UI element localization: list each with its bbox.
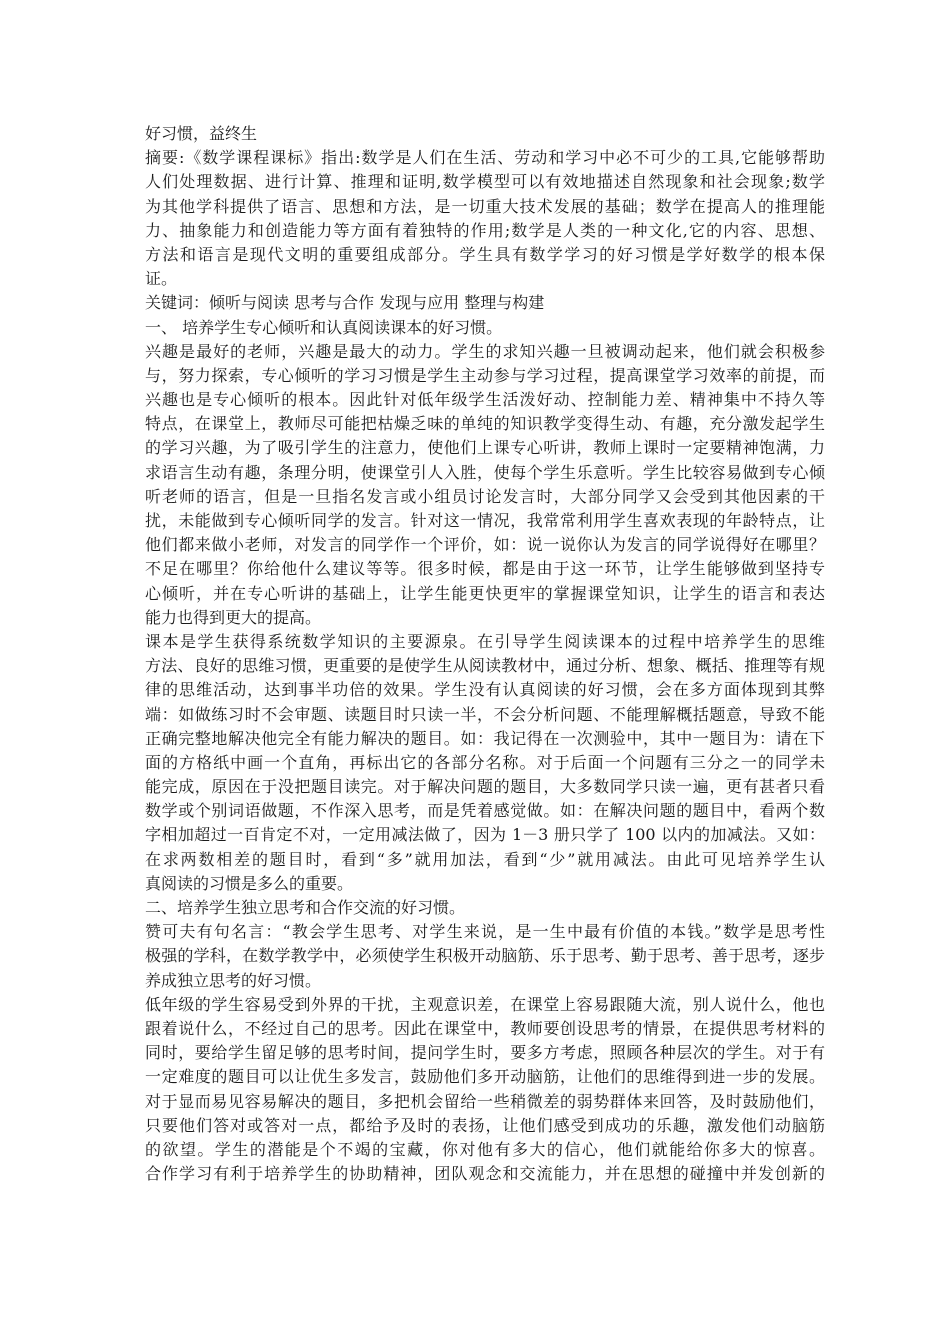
text-line: 能完成，原因在于没把题目读完。对于解决问题的题目，大多数同学只读一遍，更有甚者只看 <box>145 777 825 797</box>
text-line: 不足在哪里？你给他什么建议等等。很多时候，都是由于这一环节，让学生能够做到坚持专 <box>145 559 825 579</box>
text-line: 合作学习有利于培养学生的协助精神，团队观念和交流能力，并在思想的碰撞中并发创新的 <box>145 1164 825 1184</box>
text-line: 养成独立思考的好习惯。 <box>145 970 322 990</box>
text-line: 字相加超过一百肯定不对，一定用减法做了，因为 1－3 册只学了 100 以内的加减法。又如： <box>145 825 825 845</box>
text-line: 赞可夫有句名言：“教会学生思考、对学生来说，是一生中最有价值的本钱。”数学是思考性 <box>145 922 825 942</box>
text-line: 兴趣是最好的老师，兴趣是最大的动力。学生的求知兴趣一旦被调动起来，他们就会积极参 <box>145 341 825 361</box>
text-line: 力、抽象能力和创造能力等方面有着独特的作用;数学是人类的一种文化,它的内容、思想、 <box>145 220 825 240</box>
text-line: 扰，未能做到专心倾听同学的发言。针对这一情况，我常常利用学生喜欢表现的年龄特点，让 <box>145 511 825 530</box>
text-line: 同时，要给学生留足够的思考时间，提问学生时，要多方考虑，照顾各种层次的学生。对于有 <box>145 1043 825 1063</box>
text-line: 低年级的学生容易受到外界的干扰，主观意识差，在课堂上容易跟随大流，别人说什么，他也 <box>145 994 825 1014</box>
text-line: 好习惯，益终生 <box>145 124 258 143</box>
text-line: 求语言生动有趣，条理分明，使课堂引人入胜，使每个学生乐意听。学生比较容易做到专心倾 <box>145 462 825 482</box>
text-line: 人们处理数据、进行计算、推理和证明,数学模型可以有效地描述自然现象和社会现象;数学 <box>145 172 825 192</box>
document-page <box>145 122 825 1186</box>
text-line: 端：如做练习时不会审题、读题目时只读一半，不会分析问题、不能理解概括题意，导致不能 <box>145 704 825 724</box>
text-line: 证。 <box>145 269 178 289</box>
text-line: 摘要:《数学课程课标》指出:数学是人们在生活、劳动和学习中必不可少的工具,它能够帮助 <box>145 148 825 168</box>
text-line: 真阅读的习惯是多么的重要。 <box>145 873 354 893</box>
text-line: 课本是学生获得系统数学知识的主要源泉。在引导学生阅读课本的过程中培养学生的思维 <box>145 631 825 651</box>
text-line: 数学或个别词语做题，不作深入思考，而是凭着感觉做。如：在解决问题的题目中，看两个数 <box>145 801 825 821</box>
text-line: 关键词：倾听与阅读 思考与合作 发现与应用 整理与构建 <box>145 293 545 313</box>
text-line: 极强的学科，在数学教学中，必须使学生积极开动脑筋、乐于思考、勤于思考、善于思考，逐步 <box>145 946 825 966</box>
text-line: 面的方格纸中画一个直角，再标出它的各部分名称。对于后面一个问题有三分之一的同学未 <box>145 752 825 772</box>
text-line: 特点，在课堂上，教师尽可能把枯燥乏味的单纯的知识教学变得生动、有趣，充分激发起学生 <box>145 414 825 434</box>
text-line: 听老师的语言，但是一旦指名发言或小组员讨论发言时，大部分同学又会受到其他因素的干 <box>145 486 825 506</box>
text-line: 一定难度的题目可以让优生多发言，鼓励他们多开动脑筋，让他们的思维得到进一步的发展。 <box>145 1067 825 1087</box>
text-line: 心倾听，并在专心听讲的基础上，让学生能更快更牢的掌握课堂知识，让学生的语言和表达 <box>145 583 825 603</box>
text-line: 为其他学科提供了语言、思想和方法，是一切重大技术发展的基础；数学在提高人的推理能 <box>145 196 825 216</box>
text-line: 对于显而易见容易解决的题目，多把机会留给一些稍微差的弱势群体来回答，及时鼓励他们， <box>145 1091 825 1111</box>
text-line: 跟着说什么，不经过自己的思考。因此在课堂中，教师要创设思考的情景，在提供思考材料的 <box>145 1018 825 1038</box>
text-line: 正确完整地解决他完全有能力解决的题目。如：我记得在一次测验中，其中一题目为：请在下 <box>145 728 825 748</box>
text-line: 的学习兴趣，为了吸引学生的注意力，使他们上课专心听讲，教师上课时一定要精神饱满，力 <box>145 438 825 458</box>
text-line: 他们都来做小老师，对发言的同学作一个评价，如：说一说你认为发言的同学说得好在哪里？ <box>145 535 825 555</box>
text-line: 二、培养学生独立思考和合作交流的好习惯。 <box>145 898 466 917</box>
text-line: 方法和语言是现代文明的重要组成部分。学生具有数学学习的好习惯是学好数学的根本保 <box>145 244 825 264</box>
text-line: 能力也得到更大的提高。 <box>145 607 322 627</box>
text-line: 兴趣也是专心倾听的根本。因此针对低年级学生活泼好动、控制能力差、精神集中不持久等 <box>145 390 825 410</box>
text-line: 与，努力探索，专心倾听的学习习惯是学生主动参与学习过程，提高课堂学习效率的前提，而 <box>145 365 825 385</box>
text-line: 律的思维活动，达到事半功倍的效果。学生没有认真阅读的好习惯，会在多方面体现到其弊 <box>145 680 825 700</box>
text-line: 方法、良好的思维习惯，更重要的是使学生从阅读教材中，通过分析、想象、概括、推理等有规 <box>145 656 825 676</box>
text-line: 一、 培养学生专心倾听和认真阅读课本的好习惯。 <box>145 317 503 337</box>
text-line: 的欲望。学生的潜能是个不竭的宝藏，你对他有多大的信心，他们就能给你多大的惊喜。 <box>145 1139 825 1159</box>
text-line: 在求两数相差的题目时，看到“多”就用加法，看到“少”就用减法。由此可见培养学生认 <box>145 849 825 869</box>
text-line: 只要他们答对或答对一点，都给予及时的表扬，让他们感受到成功的乐趣，激发他们动脑筋 <box>145 1115 825 1135</box>
